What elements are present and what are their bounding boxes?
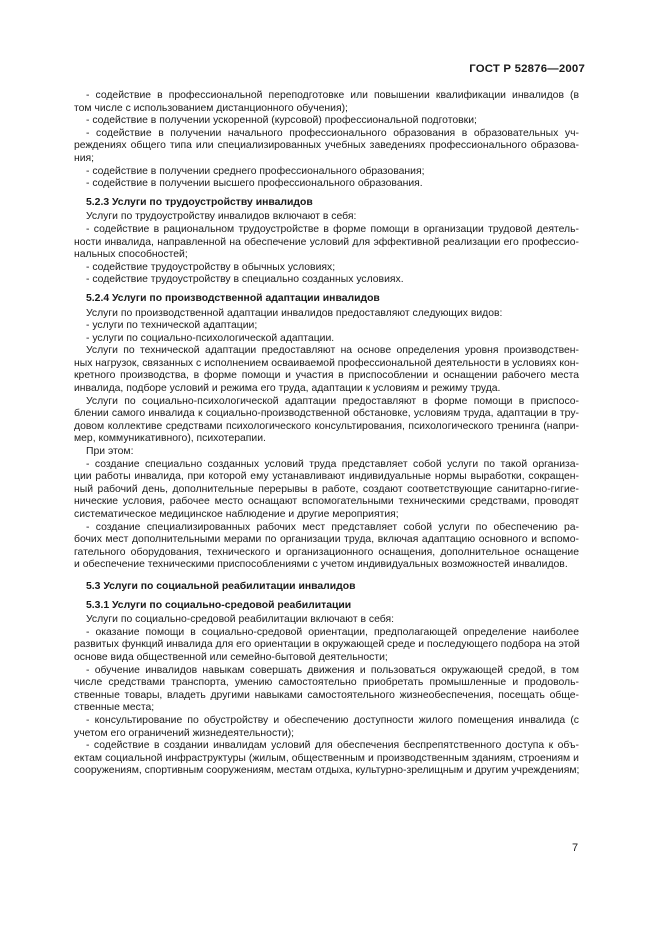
text-line: сооружениям, спортивным сооружениям, местам отдыха, культурно-зрелищным и другим учреждениям; (74, 765, 580, 777)
text-line: ности инвалида, направленной на обеспечение условий для эффективной реализации его профессио- (74, 236, 579, 248)
section-heading-5-3-1: 5.3.1 Услуги по социально-средовой реабилитации (86, 599, 352, 611)
text-line: основе вида общественной или семейно-бытовой деятельности; (74, 651, 388, 663)
text-line: - содействие трудоустройству в специально созданных условиях. (86, 274, 404, 286)
text-line: нические условия, рабочее место оснащают вспомогательными техническими средствами, проводят (74, 496, 579, 508)
text-line: кретного производства, в форме помощи и участия в приспособлении и оснащении рабочего места (74, 370, 579, 382)
text-line: При этом: (86, 446, 134, 458)
text-line: довом коллективе средствами психологического консультирования, психологического тренинга (напри- (74, 420, 579, 432)
text-line: - услуги по технической адаптации; (86, 320, 258, 332)
text-line: гательного оборудования, технического и организационного оснащения, дополнительное оснащение (74, 546, 579, 558)
text-line: ектам социальной инфраструктуры (жилым, общественным и производственным зданиям, строениям и (74, 752, 579, 764)
block-employment (74, 211, 579, 287)
text-line: инвалида, подборе условий и режима его труда, адаптации к условиям и режиму труда. (74, 383, 501, 395)
block-vocational-training (74, 90, 579, 191)
document-body (74, 90, 579, 778)
text-line: - содействие трудоустройству в обычных условиях; (86, 261, 336, 273)
text-line: - содействие в создании инвалидам условий для обеспечения беспрепятственного доступа к объ- (86, 740, 579, 752)
section-heading-5-2-3: 5.2.3 Услуги по трудоустройству инвалидов (86, 196, 313, 208)
block-production-adaptation (74, 308, 579, 572)
text-line: - содействие в профессиональной переподготовке или повышении квалификации инвалидов (в (86, 90, 579, 101)
text-line: ных нагрузок, связанных с исполнением осваиваемой профессиональной деятельности в условиях кон- (74, 357, 579, 369)
text-line: - содействие в получении начального профессионального образования в образовательных уч- (86, 127, 579, 139)
text-line: учетом его ограничений жизнедеятельности); (74, 727, 295, 739)
text-line: - содействие в получении среднего профессионального образования; (86, 165, 425, 177)
text-line: бочих мест дополнительными мерами по организации труда, включая адаптацию основного и вспомо- (74, 534, 579, 546)
section-heading-5-2-4: 5.2.4 Услуги по производственной адаптации инвалидов (86, 292, 380, 304)
text-line: - содействие в получении высшего профессионального образования. (86, 178, 423, 190)
text-line: ции работы инвалида, при которой ему устанавливают индивидуальные нормы выработки, сокращен- (74, 471, 579, 483)
text-line: Услуги по социально-психологической адаптации предоставляют в форме помощи в приспосо- (86, 395, 579, 407)
text-line: ственные места; (74, 702, 155, 714)
text-line: систематическое медицинское наблюдение и другие мероприятия; (74, 509, 399, 520)
text-line: числе средствами транспорта, умению самостоятельно приобретать промышленные и продоволь- (74, 677, 579, 689)
text-line: и обеспечение техническими приспособлениями с учетом индивидуальных возможностей инвалидов. (74, 559, 568, 571)
text-line: - содействие в рациональном трудоустройстве в форме помощи в организации трудовой деятель- (86, 223, 579, 235)
text-line: развитых функций инвалида для его ориентации в окружающей среде и последующего подбора на этой (74, 639, 580, 651)
document-header: ГОСТ Р 52876—2007 (469, 63, 585, 75)
text-line: - оказание помощи в социально-средовой ориентации, предполагающей определение наиболее (86, 626, 579, 638)
text-line: - создание специализированных рабочих мест представляет собой услуги по обеспечению ра- (86, 521, 579, 533)
text-line: ния; (74, 152, 95, 164)
text-line: нальных способностей; (74, 249, 188, 261)
text-line: ственные товары, владеть другими навыками самостоятельного жизнеобеспечения, посещать обще- (74, 689, 579, 701)
text-line: том числе с использованием дистанционного обучения); (74, 102, 348, 114)
text-line: Услуги по производственной адаптации инвалидов предоставляют следующих видов: (86, 307, 503, 319)
text-line: - услуги по социально-психологической адаптации. (86, 332, 335, 344)
page-number: 7 (572, 842, 579, 854)
text-line: Услуги по социально-средовой реабилитации включают в себя: (86, 614, 394, 626)
block-social-environment (74, 614, 579, 778)
text-line: блении самого инвалида к социально-производственной обстановке, условиям труда, адаптации в тру- (74, 408, 579, 420)
text-line: ный рабочий день, дополнительные перерывы в работе, создают соответствующие санитарно-гигие- (74, 483, 579, 495)
section-heading-5-3: 5.3 Услуги по социальной реабилитации инвалидов (86, 580, 356, 592)
text-line: мер, коммуникативного), психотерапии. (74, 433, 266, 445)
text-line: - обучение инвалидов навыкам совершать движения и пользоваться окружающей средой, в том (86, 664, 579, 676)
text-line: - создание специально созданных условий труда представляет собой услуги по такой организа- (86, 458, 579, 470)
text-line: - консультирование по обустройству и обеспечению доступности жилого помещения инвалида (с (86, 714, 579, 726)
text-line: - содействие в получении ускоренной (курсовой) профессиональной подготовки; (86, 115, 477, 127)
text-line: реждениях общего типа или специализированных учебных заведениях профессионального образова- (74, 140, 579, 152)
text-line: Услуги по трудоустройству инвалидов включают в себя: (86, 211, 357, 223)
text-line: Услуги по технической адаптации предоставляют на основе определения уровня производствен- (86, 345, 579, 357)
